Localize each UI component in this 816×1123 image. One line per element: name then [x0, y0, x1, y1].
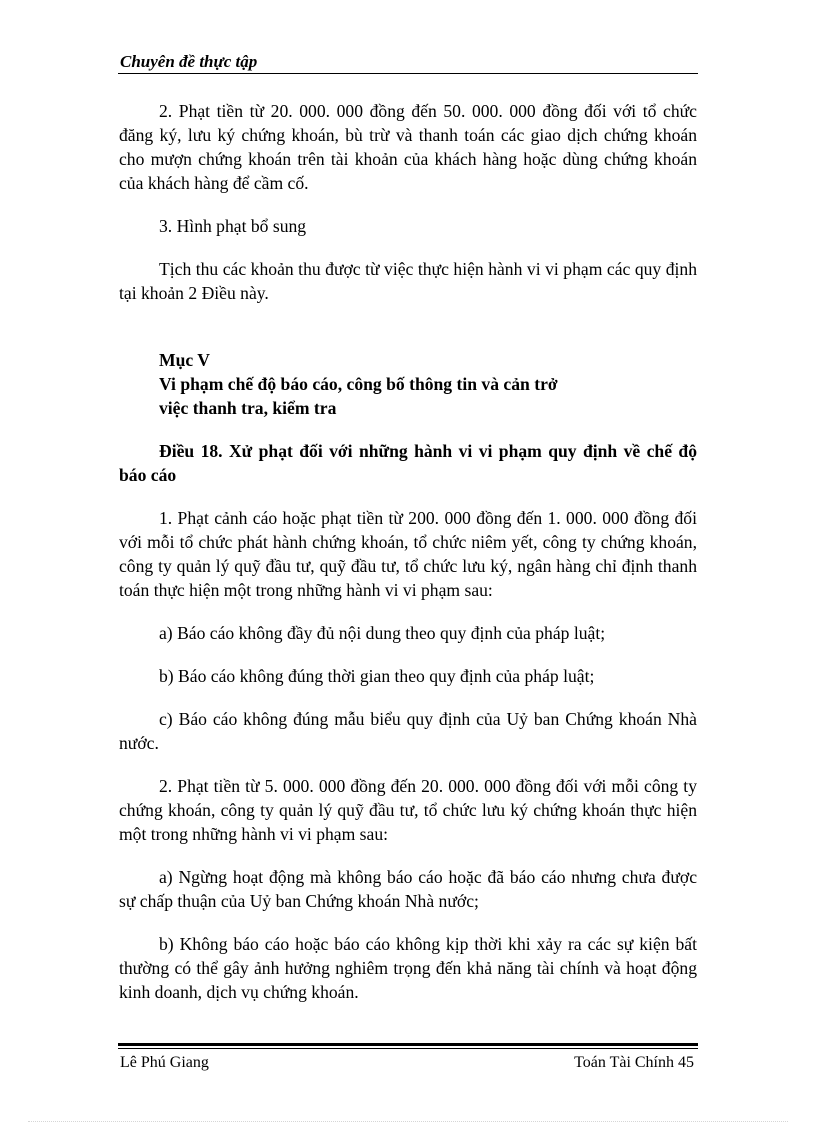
- section-label: Mục V: [159, 350, 210, 370]
- list-item-b2: b) Không báo cáo hoặc báo cáo không kịp thời khi xảy ra các sự kiện bất thường có thể gây ảnh hưởng nghiêm trọng đến khả năng tài chính và hoạt động kinh doanh, dịch vụ chứng khoán.: [119, 934, 697, 1002]
- paragraph-additional-penalty-heading: 3. Hình phạt bổ sung: [159, 216, 307, 236]
- list-item-a: a) Báo cáo không đầy đủ nội dung theo quy định của pháp luật;: [159, 623, 606, 643]
- section-title-line-2: việc thanh tra, kiểm tra: [159, 398, 337, 418]
- paragraph-warning-fine: 1. Phạt cảnh cáo hoặc phạt tiền từ 200. 000 đồng đến 1. 000. 000 đồng đối với mỗi tổ chức phát hành chứng khoán, tổ chức niêm yết, công ty chứng khoán, công ty quản lý quỹ đầu tư, quỹ đầu tư, tổ chức lưu ký, ngân hàng chỉ định thanh toán thực hiện một trong những hành vi vi phạm sau:: [119, 508, 697, 600]
- list-item-a2: a) Ngừng hoạt động mà không báo cáo hoặc đã báo cáo nhưng chưa được sự chấp thuận của Uỷ ban Chứng khoán Nhà nước;: [119, 867, 697, 911]
- list-item-b: b) Báo cáo không đúng thời gian theo quy định của pháp luật;: [159, 666, 595, 686]
- list-item-c: c) Báo cáo không đúng mẫu biểu quy định của Uỷ ban Chứng khoán Nhà nước.: [119, 709, 697, 753]
- spacer: [119, 324, 697, 348]
- document-body: [119, 99, 697, 1023]
- section-title-line-1: Vi phạm chế độ báo cáo, công bố thông tin và cản trở: [159, 374, 558, 394]
- page-bottom-edge: [28, 1121, 788, 1122]
- header-divider: [118, 73, 698, 74]
- paragraph-penalty-2: 2. Phạt tiền từ 20. 000. 000 đồng đến 50. 000. 000 đồng đối với tổ chức đăng ký, lưu ký chứng khoán, bù trừ và thanh toán các giao dịch chứng khoán cho mượn chứng khoán trên tài khoản của khách hàng hoặc dùng chứng khoán của khách hàng để cầm cố.: [119, 101, 697, 193]
- paragraph-confiscation: Tịch thu các khoản thu được từ việc thực hiện hành vi vi phạm các quy định tại khoản 2 Điều này.: [119, 259, 697, 303]
- footer-divider-thin: [118, 1048, 698, 1049]
- footer-divider-thick: [118, 1043, 698, 1046]
- footer-author: Lê Phú Giang: [120, 1054, 209, 1071]
- paragraph-fine-2: 2. Phạt tiền từ 5. 000. 000 đồng đến 20. 000. 000 đồng đối với mỗi công ty chứng khoán, công ty quản lý quỹ đầu tư, tổ chức lưu ký chứng khoán thực hiện một trong những hành vi vi phạm sau:: [119, 776, 697, 844]
- footer-course-page: Toán Tài Chính 45: [574, 1054, 694, 1071]
- spacer: [119, 420, 697, 439]
- page-header-title: Chuyên đề thực tập: [120, 52, 258, 71]
- article-18-heading: Điều 18. Xử phạt đối với những hành vi vi phạm quy định về chế độ báo cáo: [119, 441, 697, 485]
